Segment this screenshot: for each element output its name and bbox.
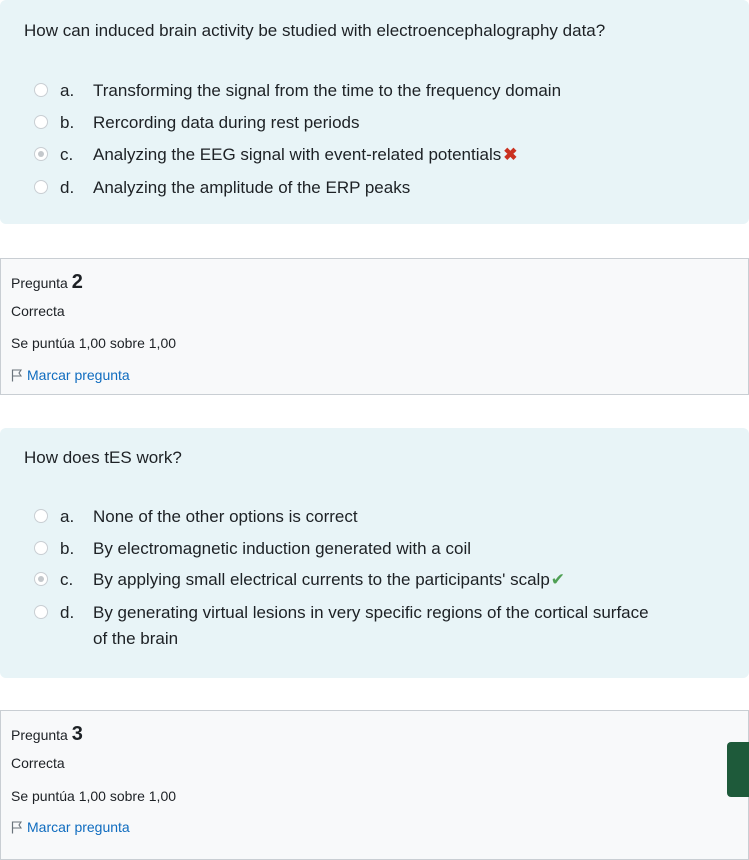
option-text-block (93, 600, 719, 652)
flag-icon (11, 369, 23, 382)
option-letter: b. (60, 113, 75, 132)
question-number-value: 2 (71, 271, 83, 293)
radio-button[interactable] (34, 605, 48, 619)
question-2-content (0, 428, 749, 678)
question-1-text: How can induced brain activity be studied with electroencephalography data? (24, 21, 606, 40)
flag-question-link[interactable] (11, 819, 130, 835)
radio-button-selected[interactable] (34, 572, 48, 586)
option-text: Transforming the signal from the time to the frequency domain (93, 81, 562, 100)
question-number (11, 723, 83, 746)
question-number-value: 3 (71, 723, 83, 745)
question-score: Se puntúa 1,00 sobre 1,00 (11, 335, 177, 351)
option-text: None of the other options is correct (93, 507, 358, 526)
option-text-continued: of the brain (93, 629, 179, 648)
option-letter: a. (60, 81, 75, 100)
question-label: Pregunta (11, 275, 68, 291)
radio-button[interactable] (34, 83, 48, 97)
option-letter: c. (60, 145, 74, 164)
option-text-wrap (93, 567, 719, 593)
option-letter: c. (60, 570, 74, 589)
question-3-info (0, 710, 749, 860)
option-text: Analyzing the EEG signal with event-related potentials (93, 145, 502, 164)
question-number (11, 271, 83, 294)
question-2-text: How does tES work? (24, 448, 182, 467)
question-label: Pregunta (11, 727, 68, 743)
option-text: Rercording data during rest periods (93, 113, 360, 132)
option-letter: b. (60, 539, 75, 558)
radio-button[interactable] (34, 180, 48, 194)
flag-question-link[interactable] (11, 367, 130, 383)
cross-icon: ✖ (503, 145, 518, 164)
question-2-info (0, 258, 749, 395)
radio-button[interactable] (34, 115, 48, 129)
radio-button-selected[interactable] (34, 147, 48, 161)
question-1-content (0, 0, 749, 224)
option-letter: d. (60, 603, 75, 622)
option-letter: d. (60, 178, 75, 197)
drawer-toggle-button[interactable] (727, 742, 749, 797)
option-text: Analyzing the amplitude of the ERP peaks (93, 178, 411, 197)
option-text: By generating virtual lesions in very specific regions of the cortical surface (93, 603, 649, 622)
radio-button[interactable] (34, 509, 48, 523)
check-icon: ✔ (550, 570, 566, 589)
flag-question-label: Marcar pregunta (27, 819, 130, 835)
radio-button[interactable] (34, 541, 48, 555)
option-text: By applying small electrical currents to the participants' scalp (93, 570, 550, 589)
option-letter: a. (60, 507, 75, 526)
flag-question-label: Marcar pregunta (27, 367, 130, 383)
question-score: Se puntúa 1,00 sobre 1,00 (11, 788, 177, 804)
flag-icon (11, 821, 23, 834)
option-text: By electromagnetic induction generated with a coil (93, 539, 471, 558)
question-status: Correcta (11, 755, 65, 771)
question-status: Correcta (11, 303, 65, 319)
option-text-wrap (93, 142, 719, 168)
